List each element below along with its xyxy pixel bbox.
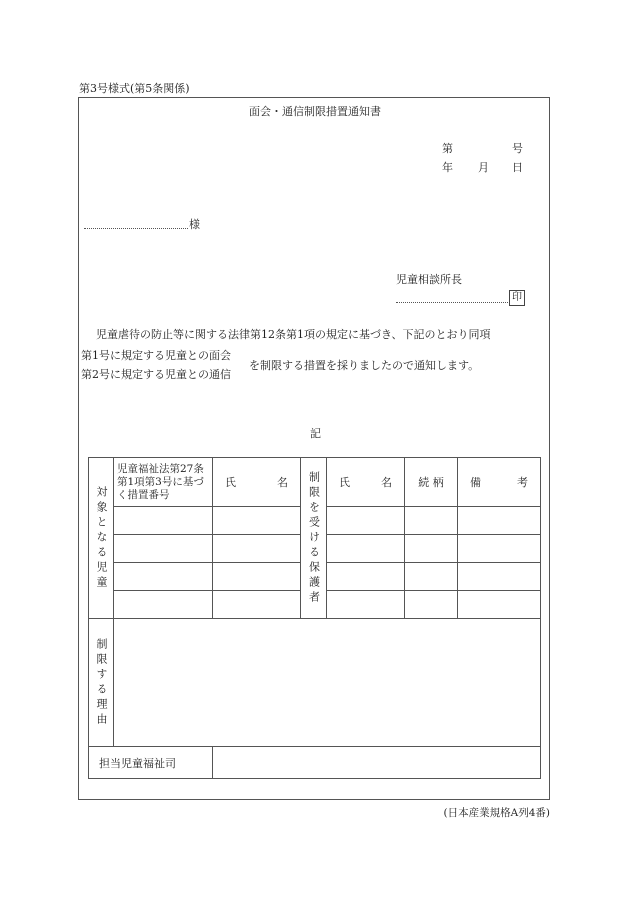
number-suffix: 号 [512, 142, 523, 155]
relation-input[interactable] [405, 563, 458, 591]
child-name-left: 氏 [225, 476, 236, 489]
target-child-cell [89, 458, 114, 619]
body-line-1: 児童虐待の防止等に関する法律第12条第1項の規定に基づき、下記のとおり同項 [96, 328, 491, 341]
remarks-header [458, 458, 541, 507]
child-name-right: 名 [277, 476, 288, 489]
relation-input[interactable] [405, 507, 458, 535]
remarks-left: 備 [470, 476, 481, 489]
guardian-name-right: 名 [381, 476, 392, 489]
remarks-input[interactable] [458, 563, 541, 591]
recipient-name-line[interactable] [84, 228, 188, 229]
remarks-right: 考 [517, 476, 528, 489]
target-child-label: 対象となる児童 [95, 485, 108, 591]
relation-input[interactable] [405, 591, 458, 619]
relation-header: 続 柄 [405, 458, 458, 507]
guardian-name-input[interactable] [327, 591, 405, 619]
reason-label: 制限する理由 [95, 637, 108, 728]
staff-label-cell: 担当児童福祉司 [89, 747, 213, 779]
remarks-input[interactable] [458, 535, 541, 563]
measure-number-input[interactable] [114, 591, 213, 619]
issuer-title: 児童相談所長 [396, 273, 462, 286]
relation-input[interactable] [405, 535, 458, 563]
body-option-1: 第1号に規定する児童との面会 [81, 349, 231, 362]
date-month: 月 [478, 161, 489, 174]
form-number: 第3号様式(第5条関係) [79, 82, 190, 95]
ki-heading: 記 [310, 427, 321, 440]
staff-input[interactable] [213, 747, 541, 779]
measure-number-input[interactable] [114, 563, 213, 591]
guardian-name-input[interactable] [327, 507, 405, 535]
body-option-2: 第2号に規定する児童との通信 [81, 368, 231, 381]
measure-number-input[interactable] [114, 535, 213, 563]
document-title: 面会・通信制限措置通知書 [249, 105, 381, 118]
guardian-name-input[interactable] [327, 535, 405, 563]
guardian-name-left: 氏 [339, 476, 350, 489]
restricted-guardian-label: 制限を受ける保護者 [307, 470, 321, 606]
child-name-input[interactable] [213, 563, 301, 591]
child-name-header [213, 458, 301, 507]
guardian-name-input[interactable] [327, 563, 405, 591]
issuer-name-line[interactable] [396, 302, 508, 303]
number-prefix: 第 [442, 142, 453, 155]
reason-input[interactable] [114, 619, 541, 747]
restricted-guardian-cell [301, 458, 327, 619]
date-year: 年 [442, 161, 453, 174]
details-table [88, 457, 541, 779]
date-day: 日 [512, 161, 523, 174]
child-name-input[interactable] [213, 591, 301, 619]
recipient-suffix: 様 [189, 218, 200, 231]
remarks-input[interactable] [458, 507, 541, 535]
footer-note: (日本産業規格A列4番) [443, 807, 550, 819]
measure-number-header: 児童福祉法第27条第1項第3号に基づく措置番号 [114, 458, 213, 507]
seal-mark: 印 [509, 290, 525, 306]
guardian-name-header [327, 458, 405, 507]
remarks-input[interactable] [458, 591, 541, 619]
body-line-2-suffix: を制限する措置を採りましたので通知します。 [249, 359, 480, 372]
reason-label-cell [89, 619, 114, 747]
child-name-input[interactable] [213, 507, 301, 535]
measure-number-input[interactable] [114, 507, 213, 535]
child-name-input[interactable] [213, 535, 301, 563]
